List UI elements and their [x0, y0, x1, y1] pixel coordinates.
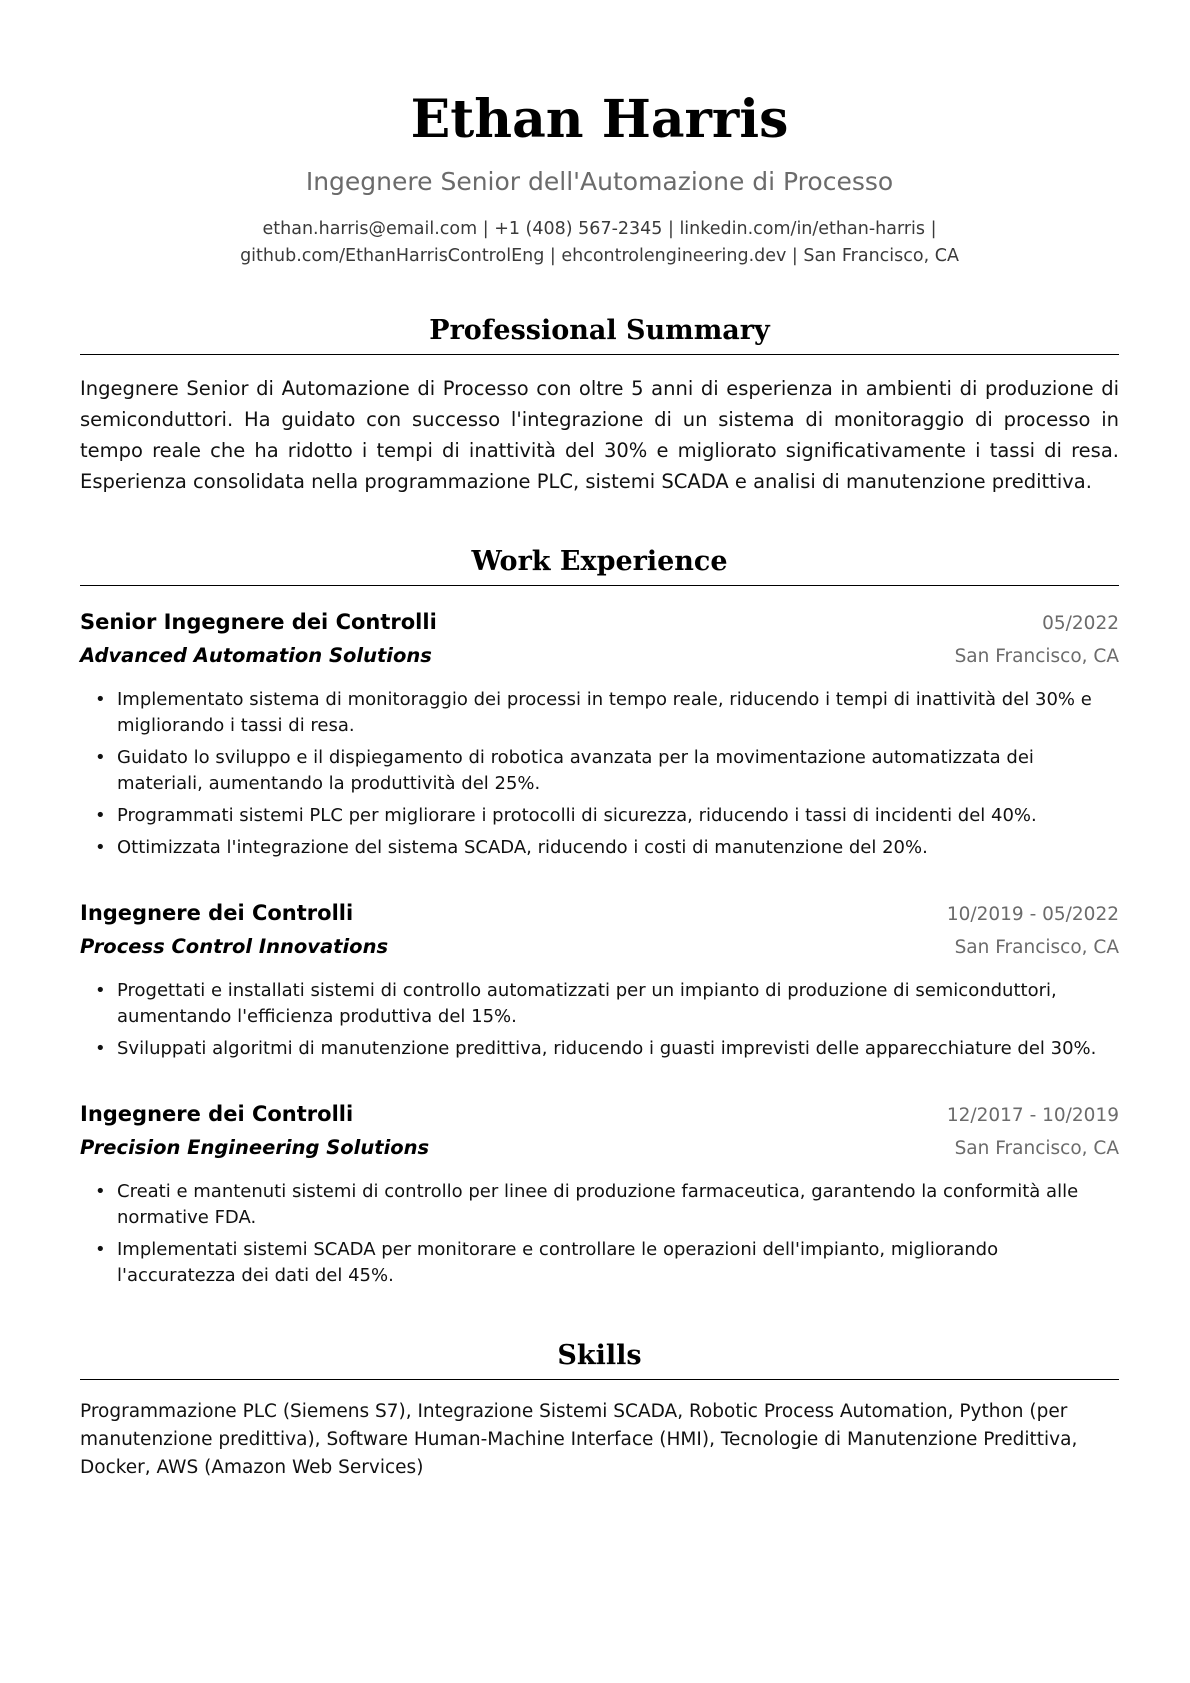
- job-title: Ingegnere dei Controlli: [80, 901, 354, 925]
- job-company: Precision Engineering Solutions: [80, 1136, 430, 1159]
- resume-header: [80, 0, 1119, 270]
- job-date: 10/2019 - 05/2022: [946, 904, 1119, 925]
- job-bullets: [80, 978, 1119, 1062]
- job-company-row: [80, 640, 1119, 673]
- summary-heading: Professional Summary: [80, 314, 1119, 355]
- candidate-name: Ethan Harris: [410, 89, 789, 150]
- job-entry: [80, 897, 1119, 1062]
- job-bullet: • Guidato lo sviluppo e il dispiegamento di robotica avanzata per la movimentazione automatizzata dei materiali, aumentando la produttività del 25%.: [80, 745, 1119, 797]
- work-experience-heading: Work Experience: [80, 545, 1119, 586]
- job-title: Ingegnere dei Controlli: [80, 1102, 354, 1126]
- job-entry: [80, 606, 1119, 861]
- job-bullets: [80, 687, 1119, 861]
- job-bullet: • Implementato sistema di monitoraggio dei processi in tempo reale, riducendo i tempi di inattività del 30% e migliorando i tassi di resa.: [80, 687, 1119, 739]
- job-location: San Francisco, CA: [954, 646, 1119, 667]
- job-company: Process Control Innovations: [80, 935, 389, 958]
- resume-page: [80, 0, 1119, 1482]
- contact-info: ethan.harris@email.com | +1 (408) 567-2345 | linkedin.com/in/ethan-harris | github.com/EthanHarrisControlEng | ehcontrolengineering.dev | San Francisco, CA: [240, 219, 959, 266]
- job-bullets: [80, 1179, 1119, 1289]
- job-date: 12/2017 - 10/2019: [946, 1105, 1119, 1126]
- job-header-row: [80, 897, 1119, 931]
- job-entry: [80, 1098, 1119, 1289]
- skills-section: [80, 1339, 1119, 1482]
- job-bullet: • Creati e mantenuti sistemi di controllo per linee di produzione farmaceutica, garantendo la conformità alle normative FDA.: [80, 1179, 1119, 1231]
- job-bullet: • Programmati sistemi PLC per migliorare i protocolli di sicurezza, riducendo i tassi di incidenti del 40%.: [80, 803, 1119, 829]
- job-title: Senior Ingegnere dei Controlli: [80, 610, 437, 634]
- candidate-title: Ingegnere Senior dell'Automazione di Processo: [305, 167, 894, 196]
- job-header-row: [80, 606, 1119, 640]
- job-bullet: • Progettati e installati sistemi di controllo automatizzati per un impianto di produzione di semiconduttori, aumentando l'efficienza produttiva del 15%.: [80, 978, 1119, 1030]
- job-header-row: [80, 1098, 1119, 1132]
- job-company: Advanced Automation Solutions: [80, 644, 432, 667]
- job-date: 05/2022: [1042, 613, 1119, 634]
- work-experience-section: [80, 545, 1119, 1289]
- professional-summary-section: [80, 314, 1119, 497]
- job-bullet: • Sviluppati algoritmi di manutenzione predittiva, riducendo i guasti imprevisti delle apparecchiature del 30%.: [80, 1036, 1119, 1062]
- job-bullet: • Ottimizzata l'integrazione del sistema SCADA, riducendo i costi di manutenzione del 20%.: [80, 835, 1119, 861]
- job-company-row: [80, 931, 1119, 964]
- job-location: San Francisco, CA: [954, 937, 1119, 958]
- skills-heading: Skills: [80, 1339, 1119, 1380]
- summary-text: Ingegnere Senior di Automazione di Processo con oltre 5 anni di esperienza in ambienti di produzione di semiconduttori. Ha guidato con successo l'integrazione di un sistema di monitoraggio di processo in tempo reale che ha ridotto i tempi di inattività del 30% e migliorato significativamente i tassi di resa. Esperienza consolidata nella programmazione PLC, sistemi SCADA e analisi di manutenzione predittiva.: [80, 377, 1119, 493]
- job-location: San Francisco, CA: [954, 1138, 1119, 1159]
- skills-text: Programmazione PLC (Siemens S7), Integrazione Sistemi SCADA, Robotic Process Automation, Python (per manutenzione predittiva), Software Human-Machine Interface (HMI), Tecnologie di Manutenzione Predittiva, Docker, AWS (Amazon Web Services): [80, 1401, 1078, 1478]
- job-bullet: • Implementati sistemi SCADA per monitorare e controllare le operazioni dell'impianto, migliorando l'accuratezza dei dati del 45%.: [80, 1237, 1119, 1289]
- job-company-row: [80, 1132, 1119, 1165]
